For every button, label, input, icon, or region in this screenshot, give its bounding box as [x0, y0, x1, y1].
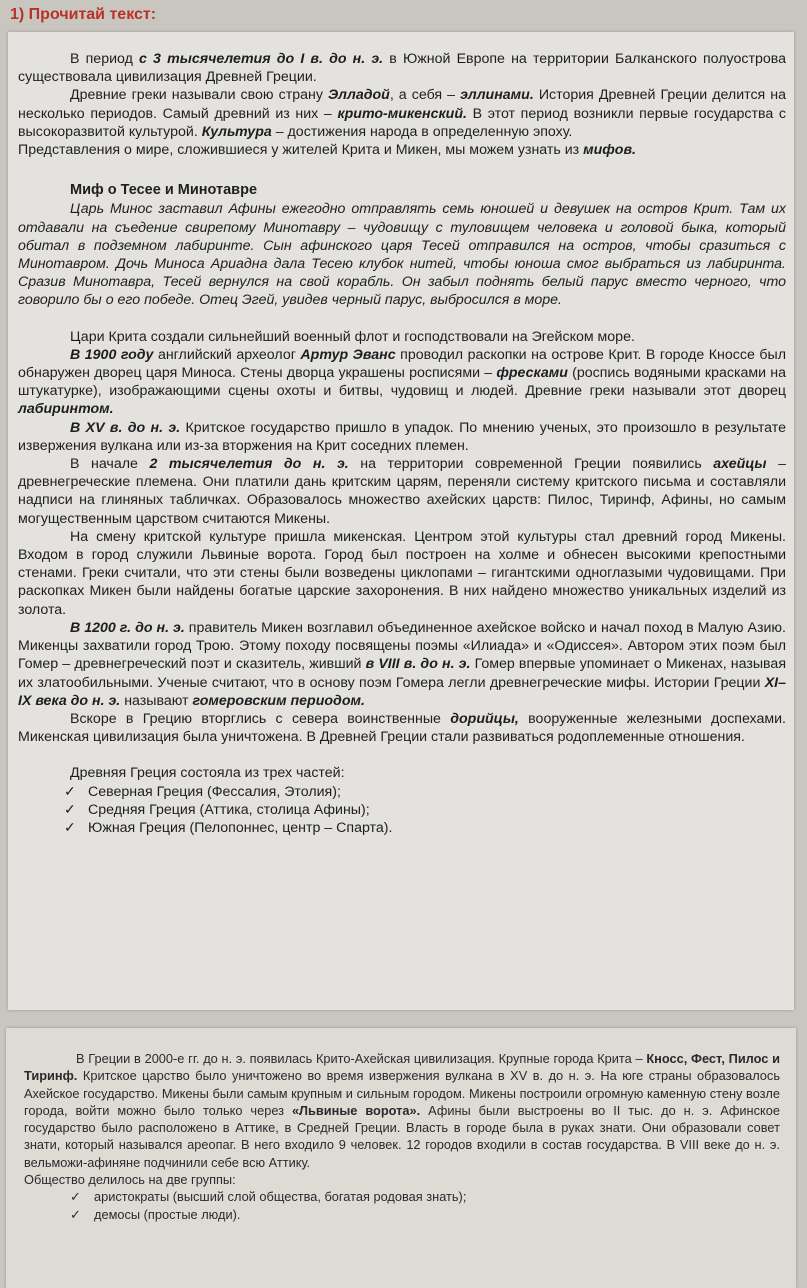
list-item: ✓ Южная Греция (Пелопоннес, центр – Спарта).: [64, 819, 786, 837]
emphasis-term: крито-микенский.: [337, 105, 467, 122]
summary-card: [6, 1028, 796, 1288]
myth-title: Миф о Тесее и Минотавре: [70, 182, 258, 199]
text-run: В начале: [70, 456, 150, 473]
text-run: правитель Микен возглавил объединенное ахейское войско и начал поход в Малую Азию. Микенцы захватили город Трою. Этому походу посвящены поэмы «Илиада» и «Одиссея». Автором этих поэм был Гомер – древнегреческий поэт и сказитель, живший: [18, 619, 787, 673]
list-item: ✓ Средняя Греция (Аттика, столица Афины);: [64, 801, 786, 819]
paragraph-period: [18, 50, 786, 86]
text-run: – древнегреческие племена. Они платили дань критским царям, переняли систему критского письма и составляли надписи на глиняных табличках. Образовалось множество ахейских царств: Пилос, Тиринф, Афины, но самым могущественным царством считаются Микены.: [18, 456, 786, 527]
list-item: ✓ демосы (простые люди).: [70, 1206, 780, 1223]
paragraph-evans: [18, 346, 786, 419]
text-run: проводил раскопки на острове Крит. В городе Кноссе был обнаружен дворец царя Миноса. Стены дворца украшены росписями –: [18, 346, 786, 382]
paragraph-mycenae: [18, 528, 786, 619]
text-run: История Древней Греции делится на несколько периодов. Самый древний из них –: [18, 87, 787, 122]
emphasis-term: В 1200 г. до н. э.: [70, 619, 185, 636]
emphasis-term: с 3 тысячелетия до I в. до н. э.: [139, 51, 384, 67]
paragraph-crete-fleet: [18, 328, 786, 346]
task-heading: 1) Прочитай текст:: [10, 6, 157, 23]
text-run: Афины были выстроены во II тыс. до н. э. Афинское государство было расположено в Аттике, в Средней Греции. Власть в городе была в руках знати. Они образовали совет знати, который назывался ареопаг. В него входило 9 человек. 12 городов входили в состав государства. В VIII веке до н. э. вельможи-афиняне подчинили себе всю Аттику.: [24, 1102, 780, 1170]
paragraph-dorians: [18, 710, 786, 746]
emphasis-term: гомеровским периодом.: [192, 692, 365, 709]
emphasis-term: в VIII в. до н. э.: [365, 656, 471, 673]
text-run: На смену критской культуре пришла микенская. Центром этой культуры стал древний город Микены. Входом в город служили Львиные ворота. Город был построен на холме и обнесен высокими крепостными стенами. Греки считали, что эти стены были возведены циклопами – гигантскими одноглазыми чудовищами. При раскопках Микен были найдены богатые царские захоронения. В них найдено множество уникальных изделий из золота.: [18, 528, 786, 618]
text-run: на территории современной Греции появились: [348, 456, 714, 473]
text-run: Цари Крита создали сильнейший военный флот и господствовали на Эгейском море.: [70, 328, 635, 345]
emphasis-term: фресками: [496, 365, 568, 382]
text-run: в Южной Европе на территории Балканского полуострова существовала цивилизация Древней Греции.: [18, 51, 786, 86]
emphasis-term: дорийцы,: [450, 710, 519, 727]
bold-term: «Львиные ворота».: [291, 1102, 421, 1118]
groups-intro: Общество делилось на две группы:: [24, 1172, 236, 1188]
text-run: английский археолог: [153, 346, 301, 363]
parts-list: [18, 783, 786, 838]
text-run: (роспись водяными красками на штукатурке), изображающими сцены охоты и битвы, чудовищ и людей. Древние греки называли этот дворец: [18, 365, 786, 400]
summary-paragraph: [24, 1050, 780, 1171]
text-run: вооруженные железными доспехами. Микенская цивилизация была уничтожена. В Древней Греции стали развиваться родоплеменные отношения.: [18, 710, 787, 746]
paragraph-achaeans: [18, 455, 786, 528]
emphasis-term: В 1900 году: [70, 346, 154, 363]
emphasis-term: лабиринтом.: [18, 401, 114, 418]
text-run: – достижения народа в определенную эпоху.: [271, 123, 573, 140]
text-run: В период: [70, 51, 140, 67]
text-run: В Греции в 2000-е гг. до н. э. появилась Крито-Ахейская цивилизация. Крупные города Крита –: [76, 1051, 647, 1066]
text-run: Вскоре в Грецию вторглись с севера воинственные: [70, 710, 451, 727]
text-run: Критское царство было уничтожено во время извержения вулкана в XV в. до н. э. На юге страны образовалось Ахейское государство. Микены были самым крупным и сильным городом. Микены построили огромную каменную стену возле города, войти можно было только через: [24, 1068, 780, 1118]
text-run: называют: [120, 692, 193, 709]
article-card: [8, 32, 794, 1010]
bold-term: Кносс, Фест, Пилос и Тиринф.: [24, 1051, 780, 1084]
myth-text: Царь Минос заставил Афины ежегодно отправлять семь юношей и девушек на остров Крит. Там их отдавали на съедение свирепому Минотавру – чудовищу с туловищем человека и головой быка, который обитал в подземном лабиринте. Сын афинского царя Тесей отправился на остров, чтобы сразиться с Минотавром. Дочь Миноса Ариадна дала Тесею клубок нитей, чтобы юноша смог выбраться из лабиринта. Сразив Минотавра, Тесей вернулся на свой корабль. Он забыл поднять белый парус вместо черного, что говорило бы о его победе. Отец Эгей, увидев черный парус, выбросился в море.: [18, 201, 786, 309]
emphasis-term: мифов.: [583, 142, 636, 159]
emphasis-term: Элладой: [327, 87, 390, 104]
parts-intro: Древняя Греция состояла из трех частей:: [70, 765, 345, 782]
article-content: [18, 50, 786, 837]
summary-content: [24, 1050, 780, 1223]
emphasis-term: эллинами.: [460, 87, 534, 104]
paragraph-decline: [18, 419, 786, 455]
paragraph-myths: [18, 141, 786, 159]
text-run: Представления о мире, сложившиеся у жителей Крита и Микен, мы можем узнать из: [18, 142, 584, 159]
text-run: Древние греки называли свою страну: [70, 87, 328, 104]
groups-list: [24, 1188, 780, 1223]
emphasis-term: Артур Эванс: [300, 346, 396, 363]
paragraph-hellas: [18, 86, 786, 141]
emphasis-term: ахейцы: [713, 456, 767, 473]
text-run: Критское государство пришло в упадок. По мнению ученых, это произошло в результате извержения вулкана или из-за вторжения на Крит соседних племен.: [18, 419, 786, 454]
list-item: ✓ Северная Греция (Фессалия, Этолия);: [64, 783, 786, 801]
list-item: ✓ аристократы (высший слой общества, богатая родовая знать);: [70, 1188, 780, 1205]
emphasis-term: XI–IX века до н. э.: [18, 674, 786, 709]
emphasis-term: Культура: [201, 123, 272, 140]
paragraph-troy: [18, 619, 786, 710]
text-run: Гомер впервые упоминает о Микенах, называя их златообильными. Ученые считают, что в основу поэм Гомера легли древнегреческие мифы. Истории Греции: [18, 656, 787, 691]
text-run: В этот период возникли первые государства с высокоразвитой культурой.: [18, 105, 787, 140]
emphasis-term: 2 тысячелетия до н. э.: [149, 456, 349, 473]
text-run: , а себя –: [389, 87, 461, 104]
emphasis-term: В XV в. до н. э.: [70, 419, 181, 436]
